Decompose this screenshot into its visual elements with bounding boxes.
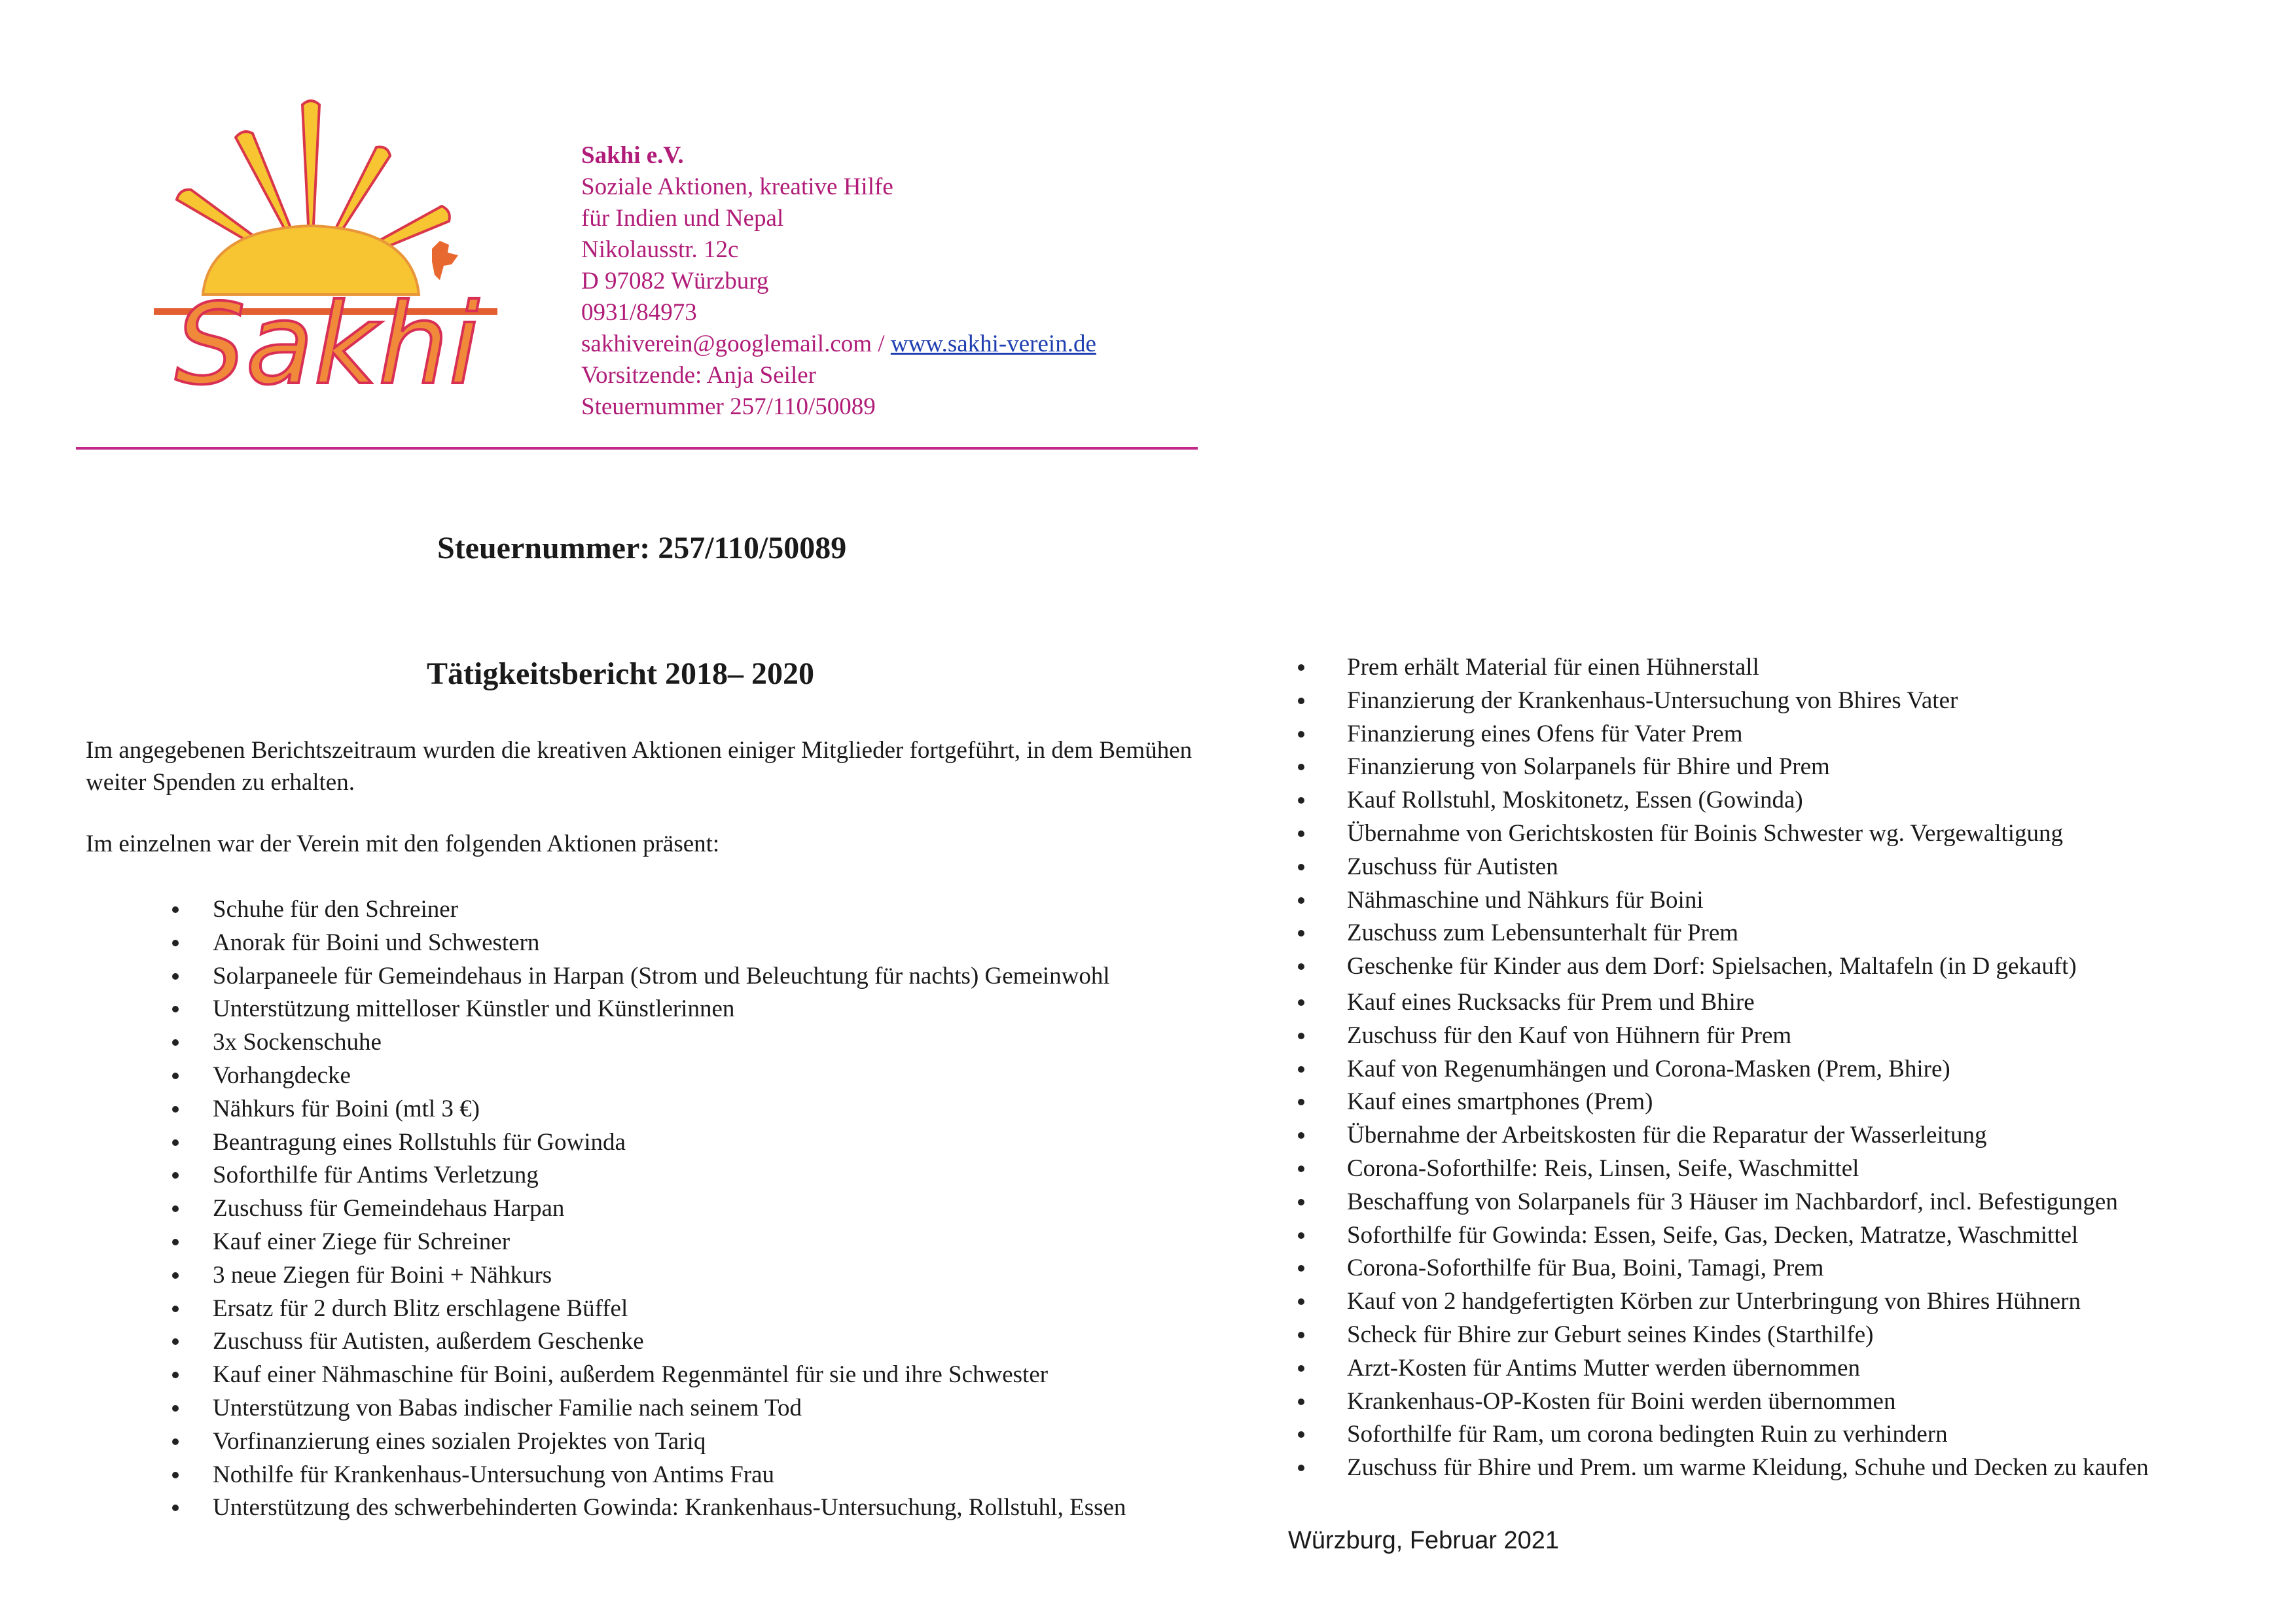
list-item: Zuschuss zum Lebensunterhalt für Prem	[1347, 917, 2077, 950]
list-item: Soforthilfe für Antims Verletzung	[213, 1159, 1126, 1192]
list-item: Nothilfe für Krankenhaus-Untersuchung von Antims Frau	[213, 1459, 1126, 1492]
list-item: Arzt-Kosten für Antims Mutter werden übernommen	[1347, 1352, 2149, 1385]
list-item: Nähmaschine und Nähkurs für Boini	[1347, 884, 2077, 918]
list-item: Unterstützung des schwerbehinderten Gowinda: Krankenhaus-Untersuchung, Rollstuhl, Essen	[213, 1491, 1126, 1525]
list-item: Kauf eines Rucksacks für Prem und Bhire	[1347, 986, 2149, 1020]
email-address[interactable]: sakhiverein@googlemail.com	[581, 330, 872, 357]
letterhead-phone: 0931/84973	[581, 299, 697, 326]
letterhead-address-city: D 97082 Würzburg	[581, 268, 769, 294]
list-item: Schuhe für den Schreiner	[213, 893, 1126, 927]
list-item: Unterstützung von Babas indischer Familie nach seinem Tod	[213, 1392, 1126, 1425]
website-link[interactable]: www.sakhi-verein.de	[890, 330, 1096, 357]
list-item: 3x Sockenschuhe	[213, 1026, 1126, 1060]
list-item: Finanzierung eines Ofens für Vater Prem	[1347, 718, 2077, 751]
sakhi-sun-logo	[151, 92, 504, 399]
letterhead-line: Soziale Aktionen, kreative Hilfe	[581, 173, 893, 200]
list-item: Krankenhaus-OP-Kosten für Boini werden übernommen	[1347, 1385, 2149, 1419]
list-item: 3 neue Ziegen für Boini + Nähkurs	[213, 1259, 1126, 1293]
list-item: Zuschuss für Bhire und Prem. um warme Kleidung, Schuhe und Decken zu kaufen	[1347, 1452, 2149, 1485]
list-item: Soforthilfe für Ram, um corona bedingten Ruin zu verhindern	[1347, 1418, 2149, 1452]
place-and-date: Würzburg, Februar 2021	[1288, 1527, 1559, 1554]
india-map-icon	[432, 241, 458, 280]
logo-text: Sakhi	[175, 280, 480, 399]
list-item: Zuschuss für Autisten, außerdem Geschenke	[213, 1325, 1126, 1359]
list-item: Übernahme der Arbeitskosten für die Reparatur der Wasserleitung	[1347, 1119, 2149, 1152]
list-item: Kauf einer Ziege für Schreiner	[213, 1226, 1126, 1259]
activities-list-right-bottom	[1347, 986, 2149, 1485]
list-item: Zuschuss für den Kauf von Hühnern für Prem	[1347, 1020, 2149, 1053]
list-item: Prem erhält Material für einen Hühnerstall	[1347, 651, 2077, 685]
activities-list-left	[213, 893, 1126, 1525]
org-name: Sakhi e.V.	[581, 142, 684, 169]
letterhead-line: für Indien und Nepal	[581, 205, 784, 232]
list-item: Anorak für Boini und Schwestern	[213, 927, 1126, 960]
list-item: Finanzierung der Krankenhaus-Untersuchung von Bhires Vater	[1347, 685, 2077, 718]
activities-list-right-top	[1347, 651, 2077, 984]
list-item: Beschaffung von Solarpanels für 3 Häuser im Nachbardorf, incl. Befestigungen	[1347, 1186, 2149, 1219]
list-item: Soforthilfe für Gowinda: Essen, Seife, Gas, Decken, Matratze, Waschmittel	[1347, 1219, 2149, 1253]
list-item: Nähkurs für Boini (mtl 3 €)	[213, 1093, 1126, 1126]
list-item: Kauf eines smartphones (Prem)	[1347, 1086, 2149, 1119]
list-item: Beantragung eines Rollstuhls für Gowinda	[213, 1126, 1126, 1160]
letterhead-address-street: Nikolausstr. 12c	[581, 236, 739, 263]
report-title: Tätigkeitsbericht 2018– 2020	[427, 656, 814, 691]
list-item: Vorfinanzierung eines sozialen Projektes von Tariq	[213, 1425, 1126, 1459]
letterhead-tax-number: Steuernummer 257/110/50089	[581, 393, 876, 420]
list-item: Scheck für Bhire zur Geburt seines Kindes (Starthilfe)	[1347, 1319, 2149, 1352]
list-item: Kauf von 2 handgefertigten Körben zur Unterbringung von Bhires Hühnern	[1347, 1285, 2149, 1319]
list-item: Zuschuss für Autisten	[1347, 851, 2077, 884]
list-item: Kauf einer Nähmaschine für Boini, außerdem Regenmäntel für sie und ihre Schwester	[213, 1359, 1126, 1392]
list-item: Unterstützung mittelloser Künstler und Künstlerinnen	[213, 993, 1126, 1026]
list-item: Übernahme von Gerichtskosten für Boinis Schwester wg. Vergewaltigung	[1347, 817, 2077, 851]
list-item: Zuschuss für Gemeindehaus Harpan	[213, 1192, 1126, 1226]
letterhead-divider	[76, 447, 1198, 450]
list-item: Ersatz für 2 durch Blitz erschlagene Büffel	[213, 1293, 1126, 1326]
intro-list-lead: Im einzelnen war der Verein mit den folgenden Aktionen präsent:	[86, 830, 720, 857]
list-item: Corona-Soforthilfe für Bua, Boini, Tamagi, Prem	[1347, 1252, 2149, 1285]
letterhead-contact	[581, 329, 1096, 360]
list-item: Geschenke für Kinder aus dem Dorf: Spielsachen, Maltafeln (in D gekauft)	[1347, 950, 2077, 984]
chairperson: Vorsitzende: Anja Seiler	[581, 362, 816, 389]
list-item: Solarpaneele für Gemeindehaus in Harpan (Strom und Beleuchtung für nachts) Gemeinwohl	[213, 960, 1126, 993]
list-item: Finanzierung von Solarpanels für Bhire und Prem	[1347, 751, 2077, 784]
intro-paragraph: Im angegebenen Berichtszeitraum wurden die kreativen Aktionen einiger Mitglieder fortgeführt, in dem Bemühen weiter Spenden zu erhalten.	[86, 737, 1193, 796]
list-item: Kauf von Regenumhängen und Corona-Masken (Prem, Bhire)	[1347, 1053, 2149, 1086]
contact-separator: /	[872, 330, 891, 357]
list-item: Kauf Rollstuhl, Moskitonetz, Essen (Gowinda)	[1347, 784, 2077, 817]
list-item: Vorhangdecke	[213, 1060, 1126, 1093]
list-item: Corona-Soforthilfe: Reis, Linsen, Seife, Waschmittel	[1347, 1152, 2149, 1186]
tax-number-heading: Steuernummer: 257/110/50089	[437, 531, 847, 565]
letterhead	[581, 140, 1096, 423]
